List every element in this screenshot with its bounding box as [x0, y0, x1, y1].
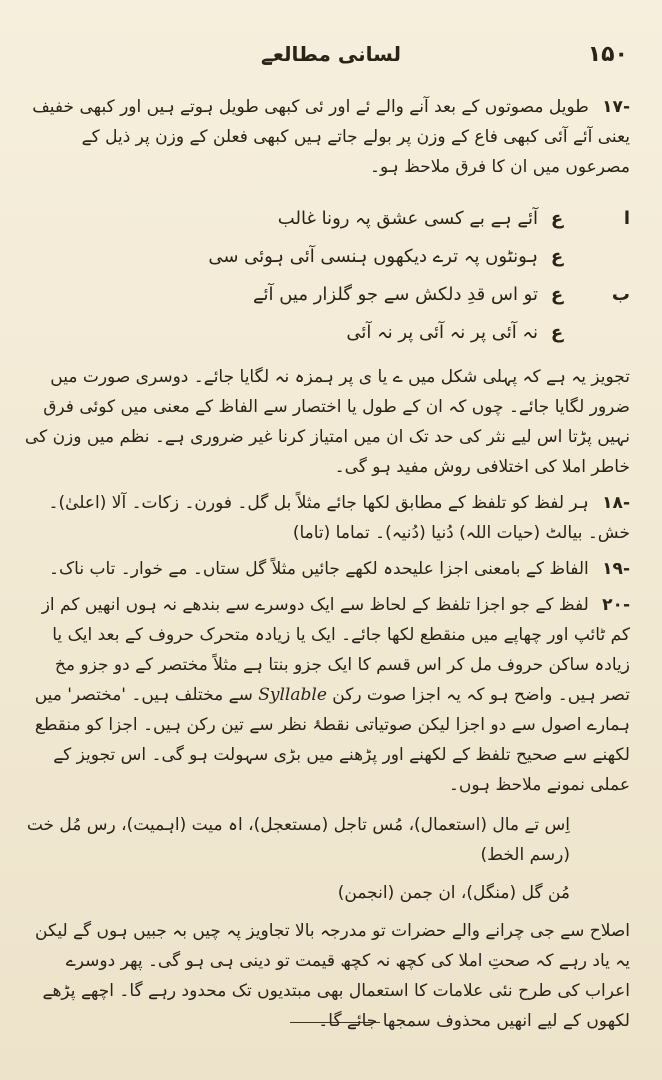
verse-line — [22, 238, 630, 276]
spelling-examples — [22, 810, 630, 908]
proposal-paragraph: تجویز یہ ہے کہ پہلی شکل میں ے یا ی پر ہمزہ نہ لگایا جائے۔ دوسری صورت میں ضرور لگایا جائے۔ چوں کہ ان کے طول یا اختصار سے الفاظ کے معنی میں کوئی فرق نہیں پڑتا اس لیے نثر کی حد تک ان میں امتیاز کرنا غیر ضروری ہے۔ نظم میں وزن کی خاطر املا کی اختلافی روش مفید ہو گی۔ — [24, 367, 630, 477]
verse-text: نہ آئی پر نہ آئی پر نہ آئی — [346, 322, 538, 343]
paragraph-19 — [22, 554, 630, 584]
paragraph-text: ہر لفظ کو تلفظ کے مطابق لکھا جائے مثلاً بل گل۔ فورن۔ زکات۔ آلا (اعلیٰ)۔ خش۔ بیالٹ (حیات اللہ) دُنیا (دُنیہ)۔ تماما (تاما) — [48, 493, 630, 543]
page-number: ۱۵۰ — [587, 42, 628, 67]
paragraph-number: -۱۸ — [602, 493, 630, 513]
verse-examples — [22, 200, 630, 352]
paragraph-text: طویل مصوتوں کے بعد آنے والے ئے اور ئی کبھی طویل ہوتے ہیں اور کبھی خفیف یعنی آئے آئی کبھی فاع کے وزن پر بولے جاتے ہیں کبھی فعلن کے وزن پر ذیل کے مصرعوں میں ان کا فرق ملاحظ ہو۔ — [32, 97, 630, 177]
misra-symbol: ع — [550, 246, 564, 267]
verse-label: ب — [611, 284, 630, 305]
example-line: اِس تے مال (استعمال)، مُس تاجل (مستعجل)، اہ میت (اہمیت)، رس مُل خت (رسم الخط) — [26, 815, 570, 865]
misra-symbol: ع — [550, 208, 564, 229]
verse-line — [22, 276, 630, 314]
paragraph-17 — [22, 92, 630, 182]
conclusion-paragraph: اصلاح سے جی چرانے والے حضرات تو مدرجہ بالا تجاویز پہ چیں بہ جبیں ہوں گے لیکن یہ یاد رہے کہ صحتِ املا کی کچھ نہ کچھ قیمت تو دینی ہی ہو گی۔ پھر دوسرے اعراب کی طرح نئی علامات کا استعمال بھی مبتدیوں تک محدود رہے گا۔ اچھے پڑھے لکھوں کے لیے انھیں محذوف سمجھا جائے گا۔ — [35, 921, 630, 1031]
paragraph-text: لفظ کے جو اجزا تلفظ کے لحاظ سے ایک دوسرے سے بندھے نہ ہوں انھیں کم از کم ٹائپ اور چھاپے میں منقطع لکھا جائے۔ ایک یا زیادہ متحرک حروف کے بعد ایک یا زیادہ ساکن حروف مل کر اس قسم کا ایک جزو بنتا ہے مثلاً مختصر کے دو جزو مخ تصر ہیں۔ واضح ہو کہ یہ اجزا صوت رکن — [41, 595, 630, 705]
paragraph-20 — [22, 590, 630, 800]
paragraph-number: -۱۷ — [602, 97, 630, 117]
paragraph-text: الفاظ کے بامعنی اجزا علیحدہ لکھے جائیں مثلاً گل ستاں۔ مے خوار۔ تاب ناک۔ — [48, 559, 589, 579]
verse-line — [22, 314, 630, 352]
paragraph-18 — [22, 488, 630, 548]
verse-line — [22, 200, 630, 238]
running-head: لسانی مطالعے — [261, 42, 401, 66]
end-rule — [290, 1022, 380, 1023]
verse-text: آئے ہے بے کسی عشق پہ رونا غالب — [277, 208, 538, 229]
paragraph-number: -۱۹ — [602, 559, 630, 579]
misra-symbol: ع — [550, 284, 564, 305]
verse-text: تو اس قدِ دلکش سے جو گلزار میں آئے — [252, 284, 538, 305]
verse-text: ہونٹوں پہ ترے دیکھوں ہنسی آئی ہوئی سی — [208, 246, 538, 267]
body-text — [22, 92, 630, 1042]
latin-term: Syllable — [258, 685, 327, 705]
paragraph-number: -۲۰ — [602, 595, 630, 615]
paragraph-text-continued: سے مختلف ہیں۔ 'مختصر' میں ہمارے اصول سے دو اجزا لیکن صوتیاتی نقطۂ نظر سے تین رکن ہیں۔ اجزا کو منقطع لکھنے سے صحیح تلفظ کے لکھنے اور پڑھنے میں بڑی سہولت ہو گی۔ اس تجویز کے عملی نمونے ملاحظ ہوں۔ — [34, 685, 630, 795]
example-line: مُن گل (منگل)، ان جمن (انجمن) — [337, 883, 570, 903]
verse-label: ا — [623, 208, 630, 229]
misra-symbol: ع — [550, 322, 564, 343]
